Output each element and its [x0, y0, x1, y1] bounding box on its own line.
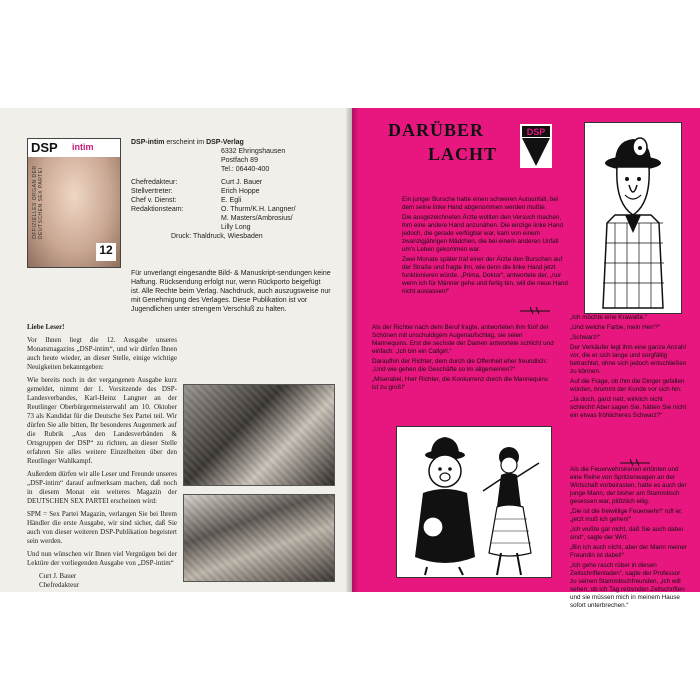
staff-label: Stellvertreter: [131, 188, 173, 195]
joke-paragraph: Zwei Monate später traf einer der Ärzte den Burschen auf der Straße und fragte ihn, wie denn die linke Hand jetzt funktionieren würde. „Prima, Doktor“, antwortete der, „nur wenn ich für Männer gehe und fertig bin, will die neue Hand nicht auslassen!“ [402, 256, 568, 295]
letter-paragraph: Vor Ihnen liegt die 12. Ausgabe unseres Monatsmagazins „DSP-intim“, und wir dürfen Ihnen auch heute wieder, an dieser Stelle, einige wichtige Neuigkeiten bekanntgeben: [27, 336, 177, 371]
joke-paragraph: Die ausgezeichneten Ärzte wollten den Versuch machen, ihm eine andere Hand anzunähen. Die einzige linke Hand jedoch, die gerade verfügbar war, kam von einem zwanzigjährigen Mädchen, die bei einem anderen Unfall um's Leben gekommen war. [402, 214, 564, 253]
cover-header [28, 139, 120, 157]
joke-paragraph: „Die ist die freiwillige Feuerwehr!“ ruft er, „jetzt muß ich gehen!“ [570, 508, 683, 523]
letter-paragraph: Außerdem dürfen wir alle Leser und Freunde unseres „DSP-intim“ darauf aufmerksam machen, daß noch in diesem Monat ein weiteres Magazin der DEUTSCHEN SEX PARTEI erscheinen wird: [27, 470, 177, 505]
editor-letter [27, 323, 177, 590]
feature-title-line1: DARÜBER [388, 120, 485, 140]
letter-paragraph: Und nun wünschen wir Ihnen viel Vergnügen bei der Lektüre der vorliegenden Ausgabe von „DSP-intim“ [27, 550, 177, 567]
imprint-address [221, 147, 331, 174]
joke-paragraph: Auf die Frage, ob ihm die Dinger gefallen würden, brummt der Kunde vor sich hin: [570, 378, 685, 393]
letter-signature-role: Chefredakteur [39, 581, 80, 589]
cover-logo: DSP [31, 140, 58, 155]
office-photo [183, 494, 335, 582]
address-line: Postfach 89 [221, 157, 258, 164]
staff-value: M. Masters/Ambrosius/ [221, 215, 293, 222]
staff-row [131, 223, 331, 232]
cover-side-text: OFFIZIELLES ORGAN DER DEUTSCHEN SEX PARTEI [32, 165, 44, 239]
feature-title [388, 120, 528, 170]
man-with-hat-cartoon [584, 122, 682, 314]
joke-paragraph: Der Verkäufer legt ihm eine ganze Anzahl vor, die er sich lange und sorgfältig betrachtet, ohne sich jedoch entschließen zu können. [570, 344, 687, 375]
separator-mark [620, 458, 650, 466]
joke-story-2 [372, 324, 554, 394]
staff-row [131, 178, 331, 187]
joke-paragraph: „Miserabel, Herr Richter, die Konkurrenz durch die Mannequins ist zu groß!“ [372, 376, 549, 391]
separator-mark [520, 306, 550, 314]
staff-row [131, 196, 331, 205]
letter-salutation: Liebe Leser! [27, 323, 65, 331]
joke-paragraph: Als die Feuerwehrsirenen ertönten und eine Reihe von Spritzenwagen an der Wirtschaft vorbeirasten, hatte es auch der junge Mann, der bisher am Stammtisch gesessen war, plötzlich eilig. [570, 466, 687, 505]
dsp-triangle-logo [520, 124, 552, 168]
feature-title-line2: LACHT [428, 144, 498, 164]
imprint-block [131, 138, 331, 241]
joke-paragraph: „Bin ich auch nicht, aber der Mann meiner Freundin ist dabei!“ [570, 544, 687, 559]
cover-issue-number: 12 [96, 243, 116, 261]
staff-label: Redaktionsteam: [131, 206, 184, 213]
staff-label: Chefredakteur: [131, 179, 178, 186]
left-page [0, 108, 352, 592]
joke-paragraph: „Ich wußte gar nicht, daß Sie auch dabei sind“, sagte der Wirt. [570, 526, 684, 541]
imprint-title: DSP-intim [131, 139, 165, 146]
imprint-print: Druck: Thaldruck, Wiesbaden [171, 233, 263, 240]
letter-signoff [39, 572, 177, 590]
joke-paragraph: Daraufhin der Richter, dem durch die Offenheit eher freundlich: „Und wie gehen die Geschäfte so im allgemeinen?“ [372, 358, 548, 373]
staff-value: Curt J. Bauer [221, 179, 263, 186]
joke-story-4 [570, 466, 688, 612]
staff-value: Lilly Long [221, 224, 251, 231]
couple-cartoon [396, 426, 552, 578]
imprint-publisher-line [131, 138, 331, 147]
staff-label: Chef v. Dienst: [131, 197, 177, 204]
magazine-spread [0, 108, 700, 609]
staff-value: Erich Hoppe [221, 188, 260, 195]
staff-row [131, 214, 331, 223]
joke-story-3 [570, 314, 688, 422]
staff-label [131, 214, 221, 223]
staff-label [131, 223, 221, 232]
right-page [352, 108, 700, 609]
joke-paragraph: Als der Richter nach dem Beruf fragte, antworteten ihm fünf der Schönen mit unschuldigem Augenaufschlag, sie seien Mannequins. Erst die sechste der Damen antwortete schlicht und einfach: „Ich bin ein Callgirl.“ [372, 324, 554, 355]
imprint-connector: erscheint im [164, 139, 207, 146]
page-gutter [346, 108, 358, 592]
logo-text: DSP [526, 127, 546, 137]
joke-paragraph: „Und welche Farbe, mein Herr?“ [570, 324, 660, 331]
staff-row [131, 187, 331, 196]
disclaimer-text: Für unverlangt eingesandte Bild- & Manuskript-sendungen keine Haftung. Rücksendung erfolgt nur, wenn Rückporto beigefügt ist. Alle Rechte beim Verlag. Nachdruck, auch auszugsweise nur mit Genehmigung des Verlages. Diese Publikation ist vor Jugendlichen unter strengem Verschluß zu halten. [131, 270, 331, 313]
joke-paragraph: „Ich gehe rasch rüber in diesen Zeitschriftenladen“, sagte der Professor zu seinen Stammtischfreunden, „ich will sehen, ob ich Tag reizenden Zeitschriften und sie müssen mich in meinem Hause sofort unterbrechen.“ [570, 562, 685, 609]
letter-paragraph: Wie bereits noch in der vergangenen Ausgabe kurz gemeldet, nimmt der 1. Vorsitzende des DSP-Landesverbandes, Karl-Heinz Langner an der Reutlinger Oberbürgermeisterwahl am 10. Oktober 73 als Kandidat für die Deutsche Sex Partei teil. Wir dürfen Sie alle bitten, Ihr besonderes Augenmerk auf die Rubrik „Aus den Landesverbänden & Ortsgruppen der DSP“ zu richten, an dieser Stelle erfahren Sie alles weitere Einzelheiten über den Reutlinger Wahlkampf. [27, 376, 177, 465]
cover-brand: intim [72, 142, 94, 152]
joke-story-1 [402, 196, 570, 298]
letter-signature: Curt J. Bauer [39, 572, 77, 580]
joke-paragraph: „Ich möchte eine Krawatte.“ [570, 314, 647, 321]
address-line: Tel.: 06440-400 [221, 166, 270, 173]
staff-row [131, 205, 331, 214]
joke-paragraph: Ein junger Bursche hatte einen schweren Autounfall, bei dem seine linke Hand abgenommen werden mußte. [402, 196, 559, 211]
address-line: 6332 Ehringshausen [221, 148, 286, 155]
letter-paragraph: SPM = Sex Partei Magazin, verlangen Sie bei Ihrem Händler die erste Ausgabe, wir sind sicher, daß Sie auch von dieser weiteren DSP-Publikation begeistert sein werden. [27, 510, 177, 545]
party-photo [183, 384, 335, 486]
imprint-publisher: DSP-Verlag [206, 139, 244, 146]
joke-paragraph: „Ja doch, ganz nett, wirklich nicht schlecht! Aber sagen Sie, hätten Sie nicht ein etwas fröhlicheres Schwarz?“ [570, 396, 687, 419]
magazine-cover-thumbnail [27, 138, 121, 268]
staff-value: O. Thurm/K.H. Langner/ [221, 206, 296, 213]
staff-value: E. Egli [221, 197, 242, 204]
joke-paragraph: „Schwarz!“ [570, 334, 601, 341]
